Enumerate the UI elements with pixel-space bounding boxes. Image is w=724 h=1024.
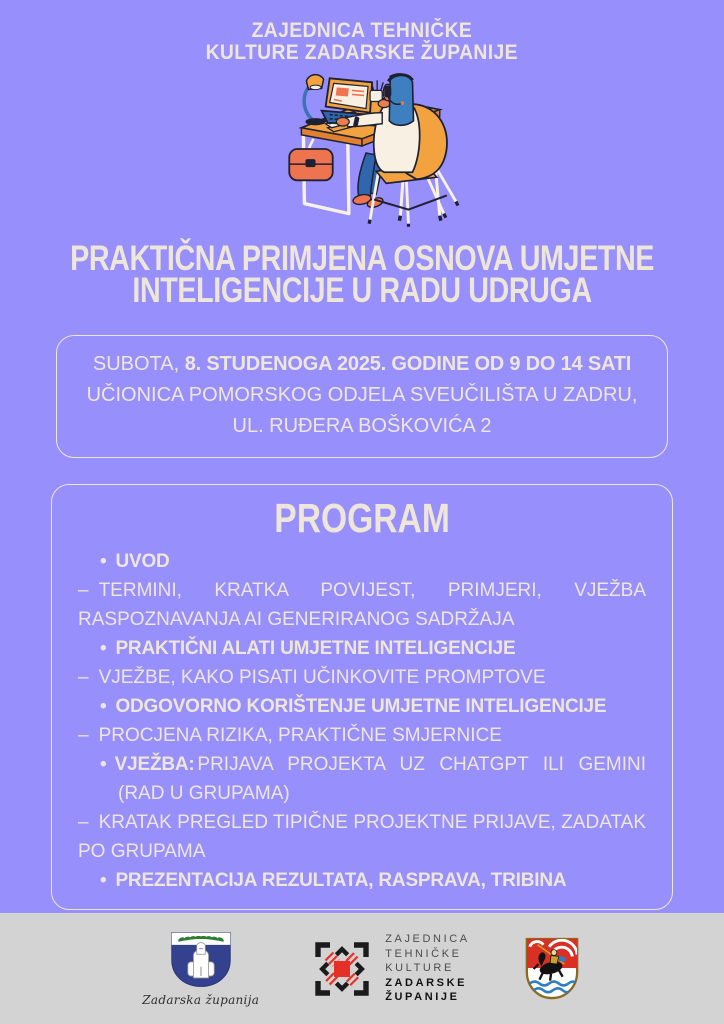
bullet-marker: • [100,696,107,717]
page-title-line2: INTELIGENCIJE U RADU UDRUGA [132,271,592,310]
program-item [78,663,646,692]
zadar-county-coat-of-arms-icon [168,930,234,990]
program-item-lead: VJEŽBA: [114,754,195,775]
dash-marker: – [78,667,89,688]
program-box [51,484,673,910]
county-logo-caption: Zadarska županija [142,993,260,1007]
program-item [78,866,646,895]
dash-marker: – [78,725,89,746]
ztk-text-line-bold: ŽUPANIJE [385,991,460,1004]
ztk-logo-text [385,932,470,1005]
event-details-box [56,335,668,458]
org-header-line2: KULTURE ZADARSKE ŽUPANIJE [205,41,519,64]
page-title-line1: PRAKTIČNA PRIMJENA OSNOVA UMJETNE [70,239,654,278]
ztk-logo-mark-icon [311,938,373,1000]
program-item [78,576,646,634]
program-item-text: PRAKTIČNI ALATI UMJETNE INTELIGENCIJE [115,638,516,659]
program-item [78,692,646,721]
event-datetime: SUBOTA, 8. STUDENOGA 2025. GODINE OD 9 DO 14 SATI [92,353,632,375]
program-item-text: ODGOVORNO KORIŠTENJE UMJETNE INTELIGENCIJE [115,696,607,717]
program-item-text: PROCJENA RIZIKA, PRAKTIČNE SMJERNICE [98,725,502,746]
program-item [78,750,646,808]
ztk-text-line: TEHNIČKE [385,947,462,960]
org-header-line1: ZAJEDNICA TEHNIČKE [251,19,473,42]
dash-marker: – [78,580,89,601]
program-item-text: VJEŽBE, KAKO PISATI UČINKOVITE PROMPTOVE [98,667,546,688]
program-item-text: TERMINI, KRATKA POVIJEST, PRIMJERI, VJEŽBA RASPOZNAVANJA AI GENERIRANOG SADRŽAJA [78,580,646,630]
program-item-text: KRATAK PREGLED TIPIČNE PROJEKTNE PRIJAVE, ZADATAK PO GRUPAMA [78,812,646,862]
pen-cup [370,80,383,101]
event-location: UČIONICA POMORSKOG ODJELA SVEUČILIŠTA U ZADRU, [86,384,638,406]
desk-illustration [0,72,724,227]
program-item-text: PRIJAVA PROJEKTA UZ CHATGPT ILI GEMINI (RAD U GRUPAMA) [118,754,646,804]
bullet-marker: • [100,638,107,659]
program-item [78,547,646,576]
ztk-text-line: KULTURE [385,962,454,975]
person-at-desk-illustration-svg [261,72,463,227]
program-item-text: UVOD [115,551,170,572]
ztk-text-line: ZAJEDNICA [385,933,470,946]
program-item [78,808,646,866]
program-item [78,634,646,663]
organisation-header [0,0,724,64]
page-title [0,239,724,310]
bullet-marker: • [100,754,107,775]
ztk-logo [311,932,470,1005]
program-heading: PROGRAM [274,495,450,541]
bullet-marker: • [100,551,107,572]
event-address: UL. RUĐERA BOŠKOVIĆA 2 [232,415,492,437]
program-list [78,547,646,895]
program-item-text: PREZENTACIJA REZULTATA, RASPRAVA, TRIBINA [115,870,567,891]
satchel-bag [289,139,332,180]
zadar-county-logo [142,930,259,1007]
program-item [78,721,646,750]
zadar-city-coat-of-arms-icon [522,935,582,1003]
footer-logo-strip [0,913,724,1024]
dash-marker: – [78,812,89,833]
desk-lamp [304,75,325,126]
bullet-marker: • [100,870,107,891]
ztk-text-line-bold: ZADARSKE [385,976,468,989]
